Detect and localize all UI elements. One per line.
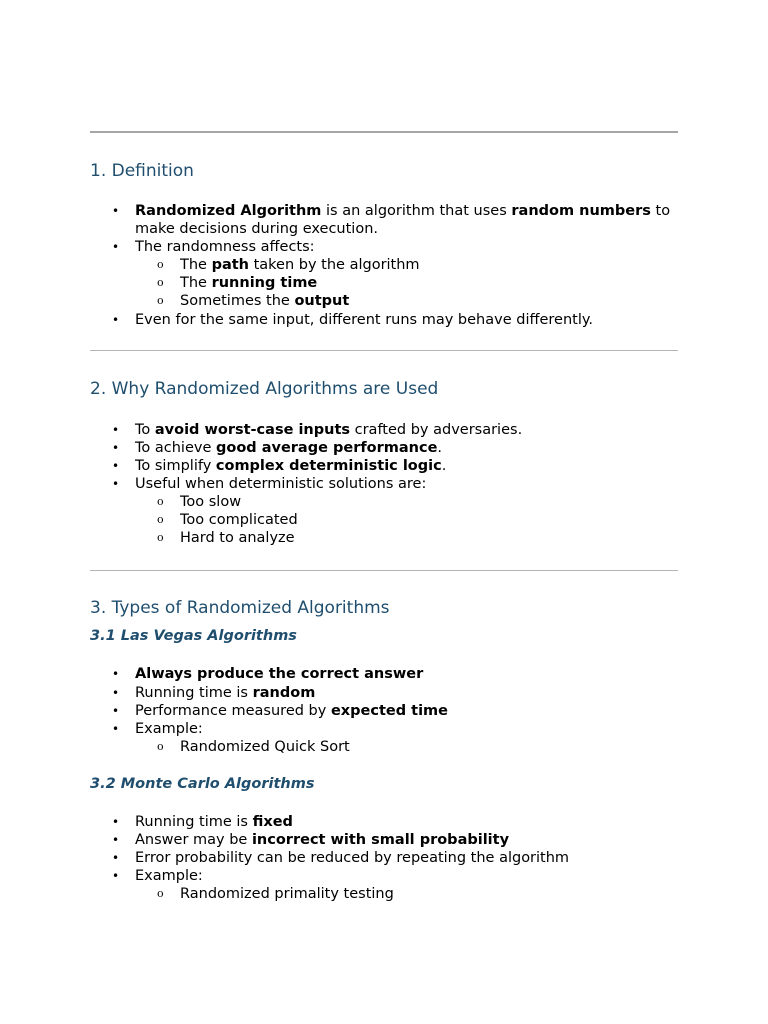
list-item: • Running time is random [112,685,316,701]
section-heading-types: 3. Types of Randomized Algorithms [90,598,390,618]
sub-bullet: o [157,887,164,900]
sub-bullet: o [157,513,164,526]
sub-list-item: o Randomized primality testing [157,886,394,902]
section-heading-definition: 1. Definition [90,161,194,181]
sub-list-item: o Randomized Quick Sort [157,739,350,755]
list-item: • Randomized Algorithm is an algorithm that uses random numbers to make decisions during execution. [112,203,671,237]
sub-bullet: o [157,495,164,508]
section-divider [90,350,678,351]
list-item: • To simplify complex deterministic logic. [112,458,447,474]
sub-list-item: o The running time [157,275,318,291]
list-item: • To avoid worst-case inputs crafted by adversaries. [112,422,523,438]
list-item: • Running time is fixed [112,814,293,830]
sub-bullet: o [157,258,164,271]
sub-bullet: o [157,294,164,307]
bullet: • [112,477,120,491]
bullet: • [112,240,120,254]
list-item: • Error probability can be reduced by repeating the algorithm [112,850,570,866]
list-item: • Answer may be incorrect with small probability [112,832,510,848]
list-item: • To achieve good average performance. [112,440,443,456]
bullet: • [112,833,120,847]
list-item: • Example: [112,721,203,737]
bullet: • [112,204,120,218]
bullet: • [112,441,120,455]
bullet: • [112,869,120,883]
bullet: • [112,423,120,437]
bullet: • [112,704,120,718]
list-item: • Example: [112,868,203,884]
top-divider [90,131,678,133]
bullet: • [112,851,120,865]
bullet: • [112,313,120,327]
bullet: • [112,459,120,473]
section-heading-why: 2. Why Randomized Algorithms are Used [90,379,439,399]
subsection-heading-monte-carlo: 3.2 Monte Carlo Algorithms [90,776,315,792]
sub-list-item: o Too complicated [157,512,298,528]
sub-bullet: o [157,740,164,753]
list-item: • Useful when deterministic solutions are: [112,476,427,492]
bullet: • [112,667,120,681]
sub-list-item: o Hard to analyze [157,530,295,546]
sub-list-item: o Sometimes the output [157,293,350,309]
sub-bullet: o [157,276,164,289]
subsection-heading-las-vegas: 3.1 Las Vegas Algorithms [90,628,297,644]
sub-list-item: o The path taken by the algorithm [157,257,420,273]
bullet: • [112,722,120,736]
bullet: • [112,686,120,700]
list-item: • Performance measured by expected time [112,703,448,719]
bullet: • [112,815,120,829]
list-item: • Always produce the correct answer [112,666,424,682]
sub-bullet: o [157,531,164,544]
list-item: • Even for the same input, different runs may behave differently. [112,312,593,328]
sub-list-item: o Too slow [157,494,242,510]
section-divider [90,570,678,571]
list-item: • The randomness affects: [112,239,315,255]
